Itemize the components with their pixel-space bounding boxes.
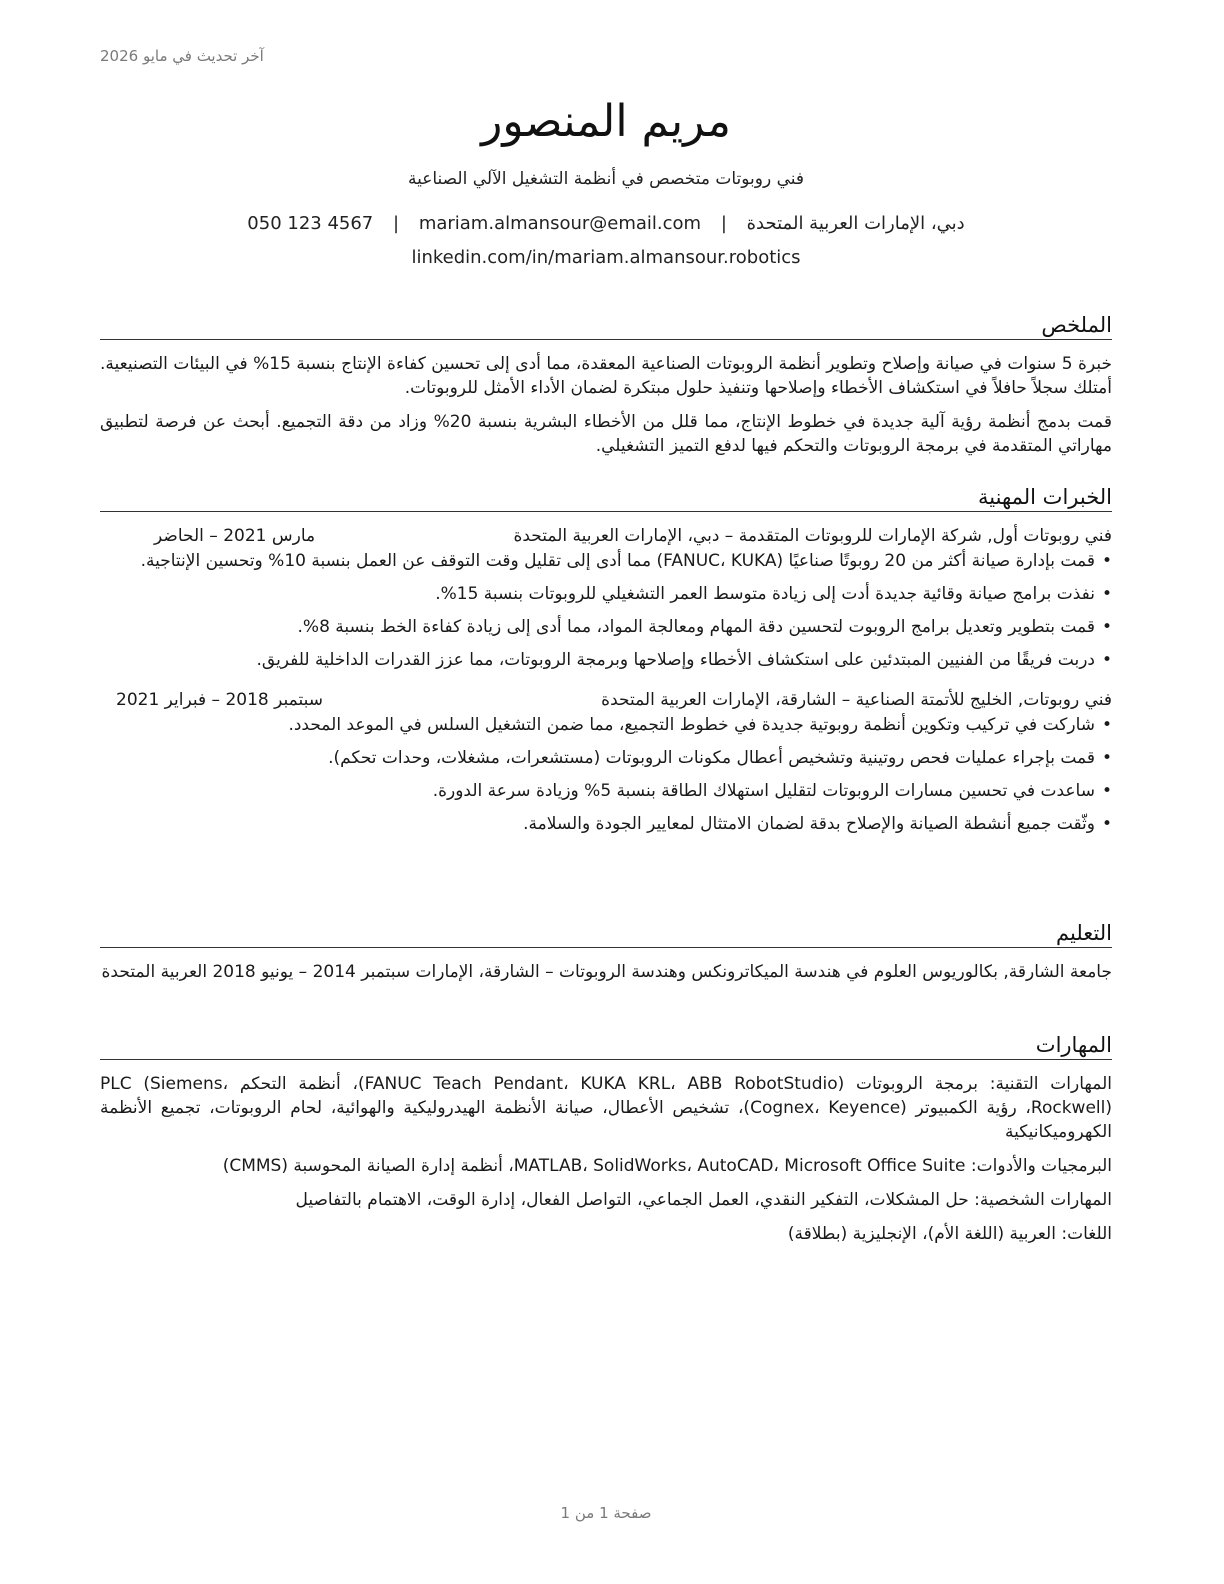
skill-line: المهارات التقنية: برمجة الروبوتات (FANUC Teach Pendant، KUKA KRL، ABB RobotStudio)، أنظمة التحكم PLC (Siemens، Rockwell)، رؤية الكمبيوتر (Cognex، Keyence)، تشخيص الأعطال، صيانة الأنظمة الهيدروليكية والهوائية، لحام الروبوتات، تجميع الأنظمة الكهروميكانيكية: [100, 1074, 1112, 1142]
job-entry: [100, 688, 1112, 836]
location: دبي، الإمارات العربية المتحدة: [746, 213, 965, 234]
job-dates: سبتمبر 2018 – فبراير 2021: [116, 690, 323, 710]
list-item: • ساعدت في تحسين مسارات الروبوتات لتقليل استهلاك الطاقة بنسبة 5% وزيادة سرعة الدورة.: [100, 779, 1112, 803]
summary-paragraph: خبرة 5 سنوات في صيانة وإصلاح وتطوير أنظمة الروبوتات الصناعية المعقدة، مما أدى إلى تحسين كفاءة الإنتاج بنسبة 15% في البيئات التصنيعية. أمتلك سجلاً حافلاً في استكشاف الأخطاء وإصلاحها وتنفيذ حلول مبتكرة لضمان الأداء الأمثل للروبوتات.: [100, 354, 1112, 398]
summary-paragraph: قمت بدمج أنظمة رؤية آلية جديدة في خطوط الإنتاج، مما قلل من الأخطاء البشرية بنسبة 20% وزاد من دقة التجميع. أبحث عن فرصة لتطبيق مهاراتي المتقدمة في برمجة الروبوتات والتحكم فيها لدفع التميز التشغيلي.: [100, 412, 1112, 456]
list-item: • نفذت برامج صيانة وقائية جديدة أدت إلى زيادة متوسط العمر التشغيلي للروبوتات بنسبة 15%.: [100, 582, 1112, 606]
contact-separator: |: [393, 213, 400, 234]
skills-section: [100, 1032, 1112, 1256]
last-updated-note: آخر تحديث في مايو 2026: [100, 47, 264, 65]
summary-heading: الملخص: [100, 312, 1112, 340]
summary-section: [100, 312, 1112, 468]
list-item: • قمت بإدارة صيانة أكثر من 20 روبوتًا صناعيًا (FANUC، KUKA) مما أدى إلى تقليل وقت التوقف عن العمل بنسبة 10% وتحسين الإنتاجية.: [100, 549, 1112, 573]
email-link[interactable]: mariam.almansour@email.com: [418, 213, 702, 234]
skill-line: اللغات: العربية (اللغة الأم)، الإنجليزية (بطلاقة): [787, 1224, 1112, 1244]
job-dates: مارس 2021 – الحاضر: [154, 526, 316, 546]
phone-number: 050 123 4567: [247, 213, 374, 234]
job-title-company: فني روبوتات, الخليج للأتمتة الصناعية – الشارقة، الإمارات العربية المتحدة: [601, 690, 1112, 710]
page-number: صفحة 1 من 1: [560, 1504, 652, 1522]
skills-heading: المهارات: [100, 1032, 1112, 1060]
job-entry: [100, 524, 1112, 672]
job-bullets: [100, 713, 1112, 836]
resume-header: [100, 92, 1112, 271]
education-entry: جامعة الشارقة, بكالوريوس العلوم في هندسة الميكاترونكس وهندسة الروبوتات – الشارقة، الإمارات سبتمبر 2014 – يونيو 2018 العربية المتحدة: [101, 962, 1112, 982]
job-bullets: [100, 549, 1112, 672]
job-header: [100, 524, 1112, 548]
candidate-name: مريم المنصور: [481, 96, 731, 147]
skill-line: البرمجيات والأدوات: MATLAB، SolidWorks، AutoCAD، Microsoft Office Suite، أنظمة إدارة الصيانة المحوسبة (CMMS): [222, 1156, 1112, 1176]
list-item: • قمت بتطوير وتعديل برامج الروبوت لتحسين دقة المهام ومعالجة المواد، مما أدى إلى زيادة كفاءة الخط بنسبة 8%.: [100, 615, 1112, 639]
job-header: [100, 688, 1112, 712]
list-item: • دربت فريقًا من الفنيين المبتدئين على استكشاف الأخطاء وإصلاحها وبرمجة الروبوتات، مما عزز القدرات الداخلية للفريق.: [100, 648, 1112, 672]
list-item: • شاركت في تركيب وتكوين أنظمة روبوتية جديدة في خطوط التجميع، مما ضمن التشغيل السلس في الموعد المحدد.: [100, 713, 1112, 737]
education-heading: التعليم: [100, 920, 1112, 948]
resume-page: [100, 0, 1112, 1584]
list-item: • وثّقت جميع أنشطة الصيانة والإصلاح بدقة لضمان الامتثال لمعايير الجودة والسلامة.: [100, 812, 1112, 836]
job-title-company: فني روبوتات أول, شركة الإمارات للروبوتات المتقدمة – دبي، الإمارات العربية المتحدة: [513, 526, 1112, 546]
contact-separator: |: [720, 213, 727, 234]
job-title: فني روبوتات متخصص في أنظمة التشغيل الآلي الصناعية: [407, 169, 805, 189]
skill-line: المهارات الشخصية: حل المشكلات، التفكير النقدي، العمل الجماعي، التواصل الفعال، إدارة الوقت، الاهتمام بالتفاصيل: [295, 1190, 1112, 1210]
list-item: • قمت بإجراء عمليات فحص روتينية وتشخيص أعطال مكونات الروبوتات (مستشعرات، مشغلات، وحدات تحكم).: [100, 746, 1112, 770]
experience-section: [100, 484, 1112, 845]
education-section: [100, 920, 1112, 984]
linkedin-link[interactable]: linkedin.com/in/mariam.almansour.robotics: [411, 247, 801, 268]
contact-line: [100, 211, 1112, 237]
experience-heading: الخبرات المهنية: [100, 484, 1112, 512]
